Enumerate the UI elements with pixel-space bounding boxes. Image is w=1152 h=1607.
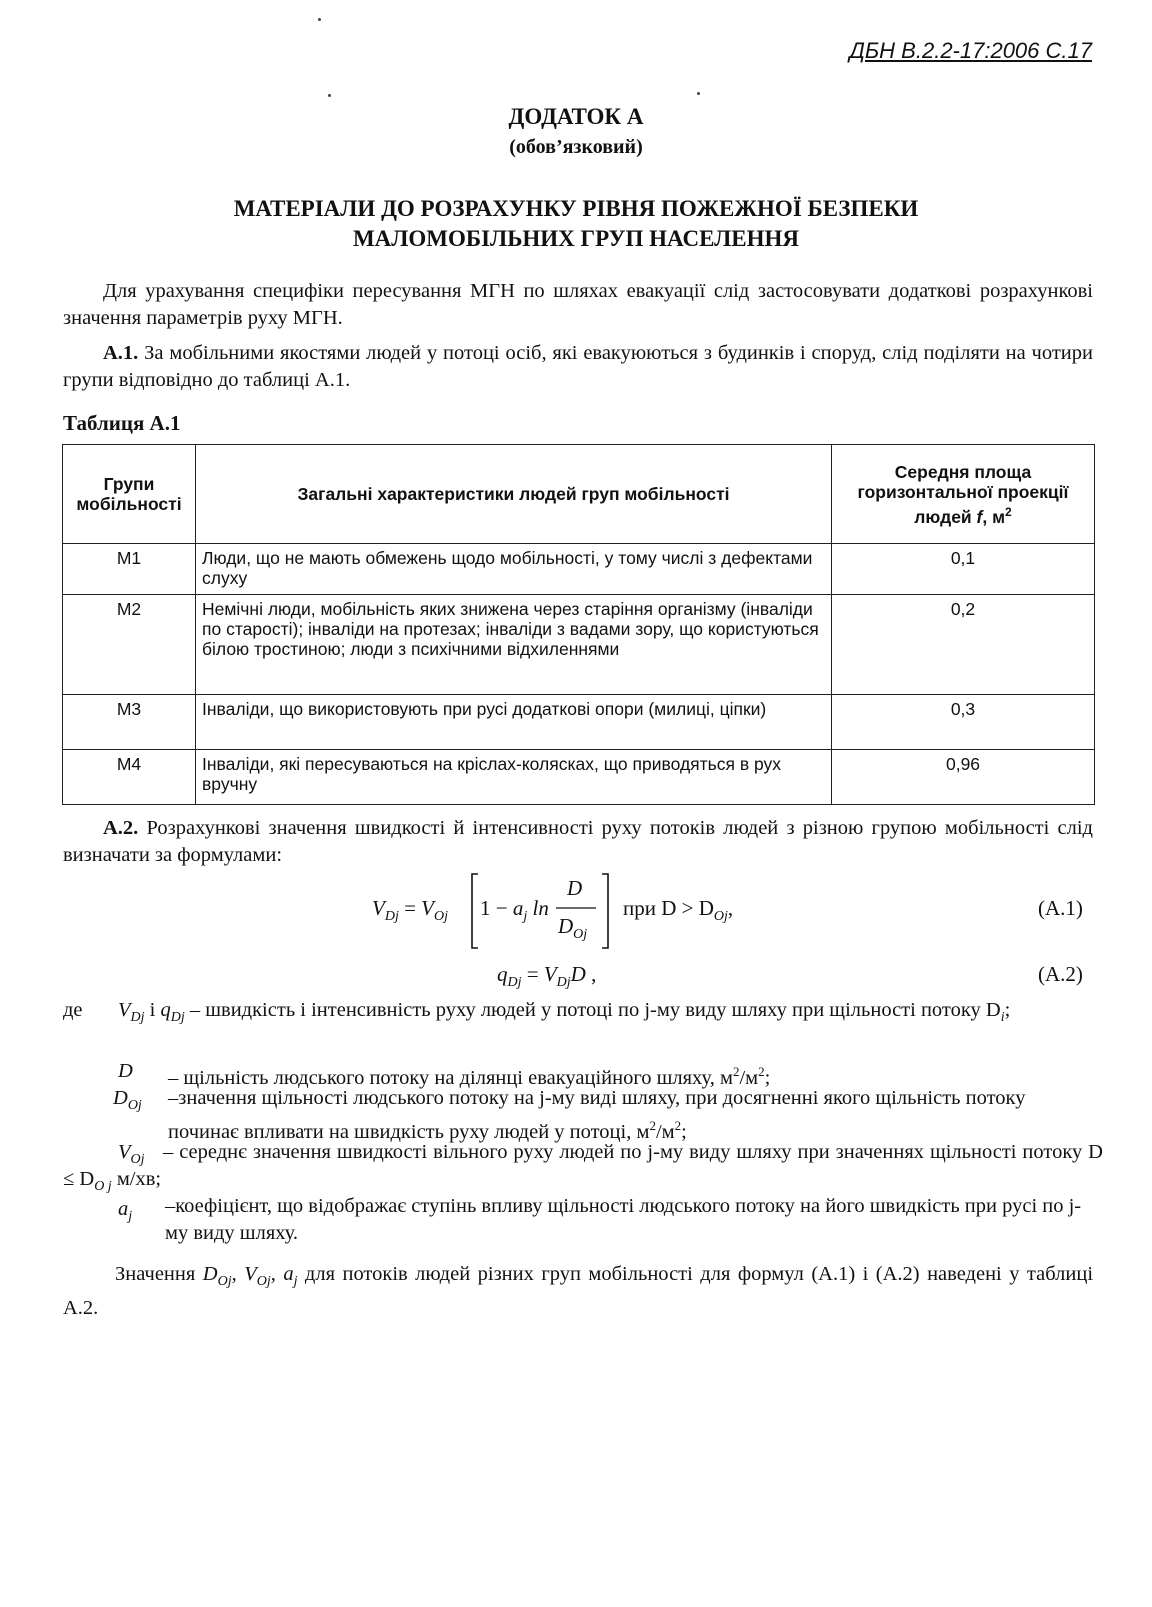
definition-doj-text-body: –значення щільності людського потоку на j-му виді шляху, при досягненні якого щільність потоку починає впливати на швидкість руху людей у потоці, м — [168, 1087, 1026, 1143]
description-cell: Інваліди, які пересуваються на кріслах-колясках, що приводяться в рух вручну — [196, 750, 832, 805]
header-area: Середня площа горизонтальної проекції людей f, $м^2$ — [832, 445, 1095, 544]
description-cell: Люди, що не мають обмежень щодо мобільності, у тому числі з дефектами слуху — [196, 544, 832, 595]
definition-voj-text-body: – середнє значення швидкості вільного руху людей по j-му виду шляху при значеннях щільності потоку D ≤ D — [63, 1141, 1103, 1190]
table-row — [63, 695, 1095, 750]
formula-a1-condition-text: при D > D — [623, 896, 714, 920]
formula-a1-denominator: $D_{Oj}$ — [558, 914, 588, 942]
formula-a2: $q_{Dj} = V_{Dj}D$ , — [497, 962, 597, 990]
clause-a2 — [63, 815, 1093, 869]
group-cell: М2 — [63, 595, 196, 695]
table-row — [63, 544, 1095, 595]
main-title-line-2: МАЛОМОБІЛЬНИХ ГРУП НАСЕЛЕННЯ — [352, 226, 800, 251]
definition-vd-qd: $V_{Dj}$ і $q_{Dj}$ – швидкість і інтенсивність руху людей у потоці по j-му виду шляху при щільності потоку $D_i$; — [118, 999, 1011, 1025]
definition-doj-text: –значення щільності людського потоку на j-му виді шляху, при досягненні якого щільність потоку починає впливати на швидкість руху людей у потоці, $м^2/м^2$; — [168, 1087, 1026, 1143]
clause-a1 — [63, 340, 1093, 394]
definition-voj: $V_{Oj}$ — [118, 1141, 145, 1167]
closing-lead: Значення — [115, 1263, 196, 1285]
definition-d: D — [118, 1060, 133, 1082]
closing-text: для потоків людей різних груп мобільності для формул (А.1) і (А.2) наведені у таблиці А.2. — [63, 1263, 1094, 1319]
group-cell: М4 — [63, 750, 196, 805]
table-header-row — [63, 445, 1095, 544]
clause-a1-text: За мобільними якостями людей у потоці осіб, які евакуюються з будинків і споруд, слід поділяти на чотири групи відповідно до таблиці А.1. — [63, 342, 1094, 391]
table-row — [63, 750, 1095, 805]
definition-vd-qd-text: – швидкість і інтенсивність руху людей у потоці по j-му виду шляху при щільності потоку D — [189, 999, 1001, 1021]
description-cell: Немічні люди, мобільність яких знижена через старіння організму (інваліди по старості); інваліди на протезах; інваліди з вадами зору, що користуються білою тростиною; люди з психічними відхиленнями — [196, 595, 832, 695]
area-cell: 0,1 — [832, 544, 1095, 595]
formula-a1-number: (А.1) — [1038, 896, 1083, 920]
formula-a2-number: (А.2) — [1038, 962, 1083, 986]
group-cell: М1 — [63, 544, 196, 595]
mobility-groups-table — [62, 444, 1095, 805]
header-characteristics: Загальні характеристики людей груп мобільності — [196, 445, 832, 544]
scan-speck — [318, 18, 321, 21]
definitions-lead: де — [63, 999, 83, 1021]
definition-aj: $a_j$ — [118, 1198, 133, 1224]
definition-doj: $D_{Oj}$ — [113, 1087, 142, 1113]
area-cell: 0,96 — [832, 750, 1095, 805]
closing-paragraph: Значення $D_{Oj}$, $V_{Oj}$, $a_j$ для потоків людей різних груп мобільності для формул (А.1) і (А.2) наведені у таблиці А.2. — [63, 1263, 1094, 1319]
scan-speck — [697, 92, 700, 95]
description-cell: Інваліди, що використовують при русі додаткові опори (милиці, ціпки) — [196, 695, 832, 750]
main-title-line-1: МАТЕРІАЛИ ДО РОЗРАХУНКУ РІВНЯ ПОЖЕЖНОЇ БЕЗПЕКИ — [233, 196, 919, 221]
clause-a2-label: А.2. — [103, 817, 139, 839]
formula-a1: $V_{Dj} = V_{Oj}$ — [372, 896, 448, 924]
scan-speck — [328, 94, 331, 97]
definition-d-text: – щільність людського потоку на ділянці евакуаційного шляху, $м^2/м^2$; — [168, 1064, 771, 1089]
clause-a2-text: Розрахункові значення швидкості й інтенсивності руху потоків людей з різною групою мобільності слід визначати за формулами: — [63, 817, 1093, 866]
definition-voj-unit: м/хв; — [116, 1168, 162, 1190]
formula-a1-numerator: D — [567, 876, 583, 900]
group-cell: М3 — [63, 695, 196, 750]
table-caption: Таблиця А.1 — [63, 411, 181, 435]
clause-a1-label: А.1. — [103, 342, 139, 364]
header-groups: Групи мобільності — [63, 445, 196, 544]
definition-voj-text: – середнє значення швидкості вільного руху людей по j-му виду шляху при значеннях щільності потоку $D \le D_{O j}$ м/хв; — [63, 1141, 1103, 1194]
formula-a1-condition: при $D > D_{Oj}$, — [623, 896, 734, 924]
annex-title: ДОДАТОК А — [508, 104, 644, 129]
annex-subtitle: (обов’язковий) — [509, 136, 643, 158]
area-cell: 0,3 — [832, 695, 1095, 750]
document-code: ДБН В.2.2-17:2006 С.17 — [849, 38, 1092, 63]
definition-aj-text: –коефіцієнт, що відображає ступінь впливу щільності людського потоку на його швидкість при русі по j-му виду шляху. — [165, 1195, 1082, 1244]
formula-a1-inner: $1 - a_j$ ln — [480, 896, 549, 924]
definition-d-text-body: – щільність людського потоку на ділянці евакуаційного шляху, м — [168, 1067, 733, 1089]
area-cell: 0,2 — [832, 595, 1095, 695]
table-row — [63, 595, 1095, 695]
intro-paragraph: Для урахування специфіки пересування МГН по шляхах евакуації слід застосовувати додаткові розрахункові значення параметрів руху МГН. — [63, 280, 1093, 329]
